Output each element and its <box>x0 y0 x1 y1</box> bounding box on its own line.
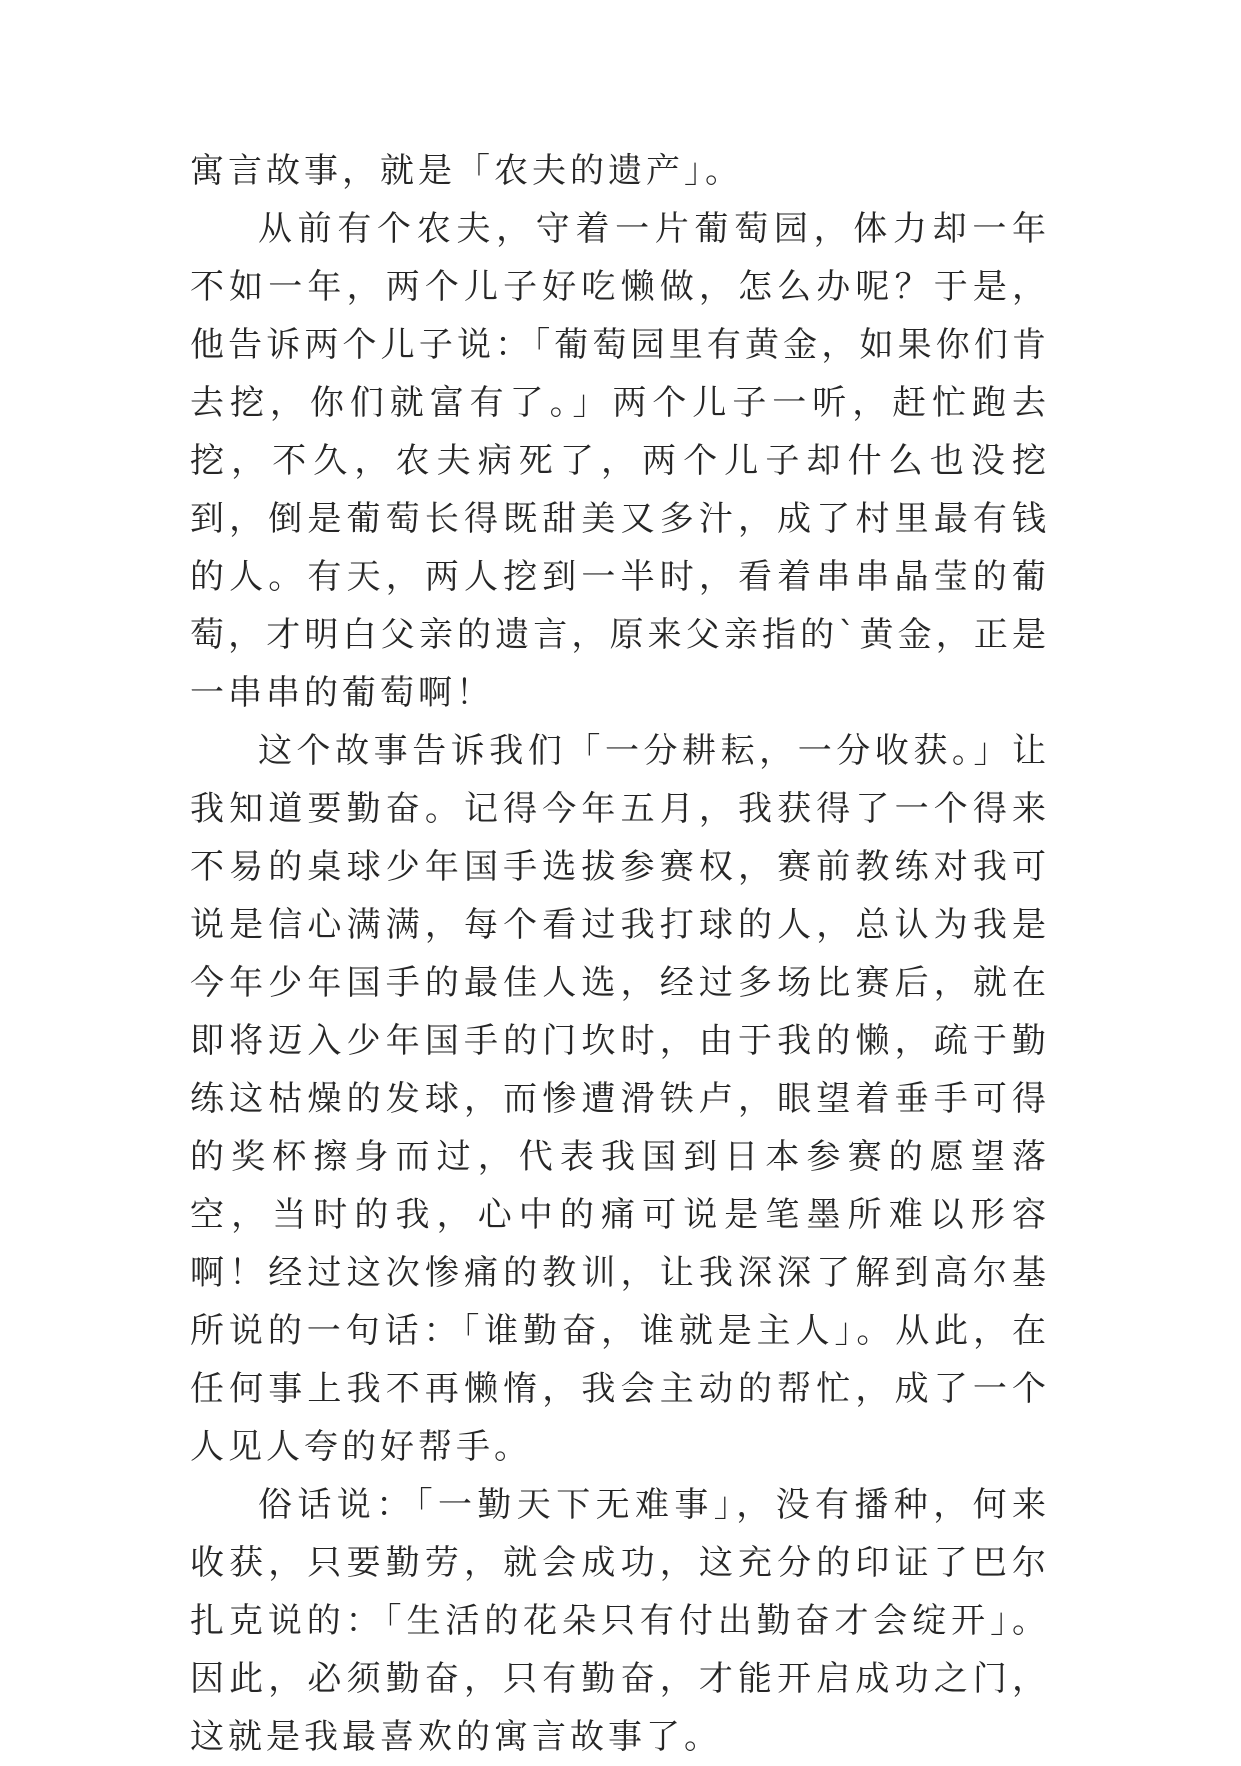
essay-body <box>190 142 1050 1766</box>
paragraph-lesson: 这个故事告诉我们「一分耕耘，一分收获。」让我知道要勤奋。记得今年五月，我获得了一个得来不易的桌球少年国手选拔参赛权，赛前教练对我可说是信心满满，每个看过我打球的人，总认为我是今年少年国手的最佳人选，经过多场比赛后，就在即将迈入少年国手的门坎时，由于我的懒，疏于勤练这枯燥的发球，而惨遭滑铁卢，眼望着垂手可得的奖杯擦身而过，代表我国到日本参赛的愿望落空，当时的我，心中的痛可说是笔墨所难以形容啊！经过这次惨痛的教训，让我深深了解到高尔基所说的一句话：「谁勤奋，谁就是主人」。从此，在任何事上我不再懒惰，我会主动的帮忙，成了一个人见人夸的好帮手。 <box>190 731 1050 1467</box>
paragraph-conclusion: 俗话说：「一勤天下无难事」，没有播种，何来收获，只要勤劳，就会成功，这充分的印证了巴尔扎克说的：「生活的花朵只有付出勤奋才会绽开」。因此，必须勤奋，只有勤奋，才能开启成功之门，这就是我最喜欢的寓言故事了。 <box>190 1485 1050 1757</box>
paragraph-story: 从前有个农夫，守着一片葡萄园，体力却一年不如一年，两个儿子好吃懒做，怎么办呢？于是，他告诉两个儿子说：「葡萄园里有黄金，如果你们肯去挖，你们就富有了。」两个儿子一听，赶忙跑去挖，不久，农夫病死了，两个儿子却什么也没挖到，倒是葡萄长得既甜美又多汁，成了村里最有钱的人。有天，两人挖到一半时，看着串串晶莹的葡萄，才明白父亲的遗言，原来父亲指的`黄金，正是一串串的葡萄啊！ <box>190 209 1050 713</box>
paragraph-intro: 寓言故事，就是「农夫的遗产」。 <box>190 151 743 191</box>
